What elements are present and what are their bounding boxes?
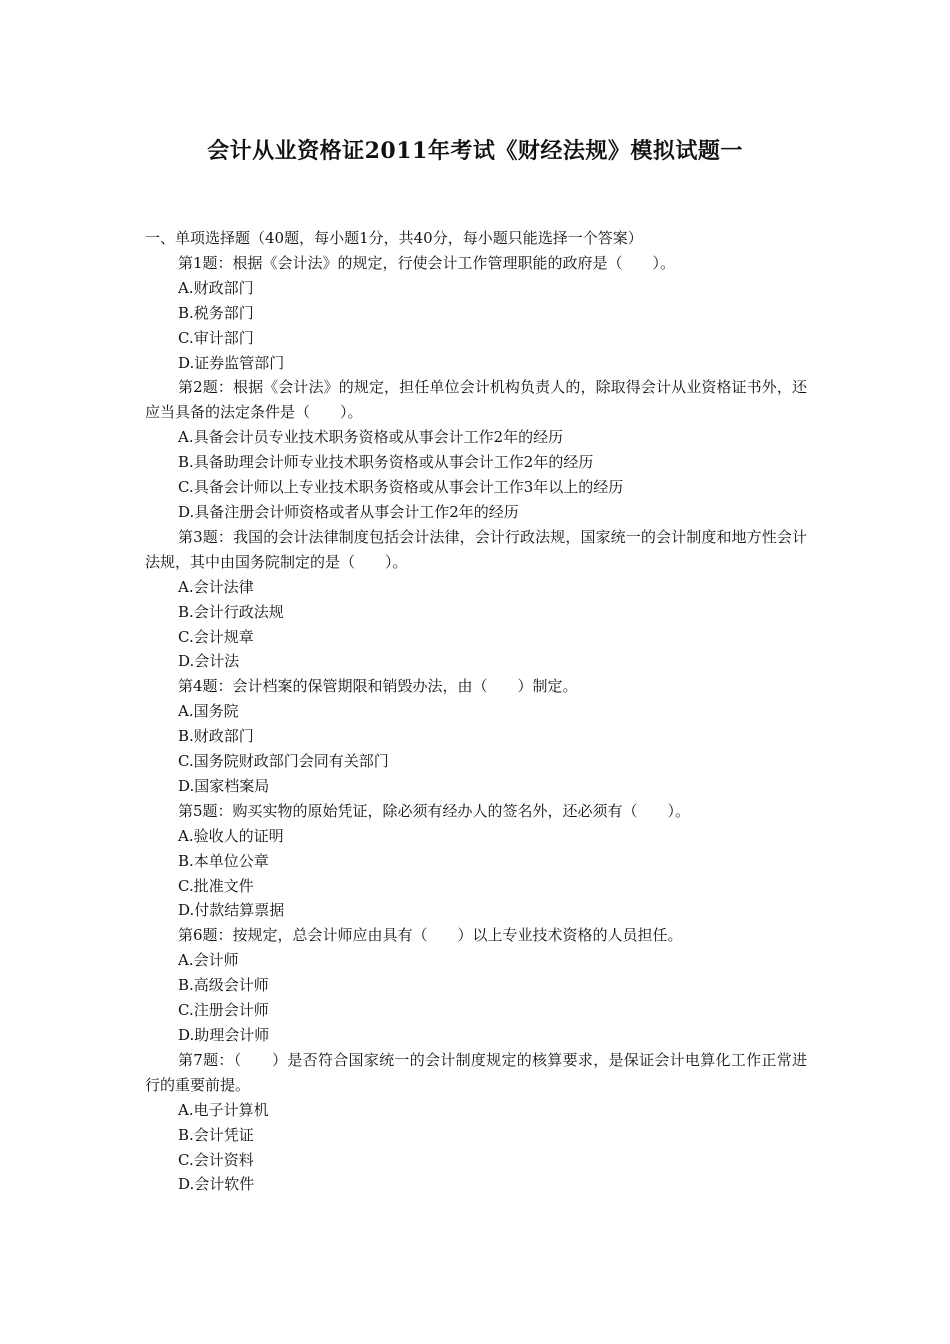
option-list [145,276,807,376]
document-title: 会计从业资格证2011年考试《财经法规》模拟试题一 [207,138,743,164]
option-b: B.会计行政法规 [178,602,284,621]
option-d: D.会计法 [178,652,240,671]
question-stem: 第6题：按规定，总会计师应由具有（ ）以上专业技术资格的人员担任。 [178,926,683,945]
option-list [145,425,807,525]
option-d: D.证券监管部门 [178,353,285,372]
question-6 [145,923,807,1048]
option-b: B.本单位公章 [178,851,269,870]
question-3 [145,525,807,674]
question-stem: 第3题：我国的会计法律制度包括会计法律，会计行政法规，国家统一的会计制度和地方性会计法规，其中由国务院制定的是（ ）。 [145,527,807,571]
option-c: C.批准文件 [178,876,254,895]
option-a: A.财政部门 [178,278,254,297]
option-b: B.高级会计师 [178,976,269,995]
section-heading: 一、单项选择题（40题，每小题1分，共40分，每小题只能选择一个答案） [145,229,643,247]
question-stem: 第4题：会计档案的保管期限和销毁办法，由（ ）制定。 [178,677,578,696]
option-d: D.国家档案局 [178,776,270,795]
option-b: B.会计凭证 [178,1125,254,1144]
option-c: C.具备会计师以上专业技术职务资格或从事会计工作3年以上的经历 [178,478,624,497]
option-b: B.税务部门 [178,303,254,322]
option-list [145,824,807,924]
option-list [145,1098,807,1198]
question-stem: 第2题：根据《会计法》的规定，担任单位会计机构负责人的，除取得会计从业资格证书外，还应当具备的法定条件是（ ）。 [145,378,807,422]
option-d: D.会计软件 [178,1175,255,1194]
option-c: C.会计规章 [178,627,254,646]
option-d: D.具备注册会计师资格或者从事会计工作2年的经历 [178,502,519,521]
option-list [145,948,807,1048]
question-1 [145,251,807,376]
option-c: C.注册会计师 [178,1001,269,1020]
question-7 [145,1048,807,1197]
option-d: D.付款结算票据 [178,901,285,920]
question-5 [145,799,807,924]
option-a: A.会计法律 [178,577,254,596]
option-d: D.助理会计师 [178,1026,270,1044]
question-stem: 第5题：购买实物的原始凭证，除必须有经办人的签名外，还必须有（ ）。 [178,801,691,820]
option-a: A.具备会计员专业技术职务资格或从事会计工作2年的经历 [178,428,564,447]
option-b: B.具备助理会计师专业技术职务资格或从事会计工作2年的经历 [178,453,594,472]
option-c: C.会计资料 [178,1150,254,1169]
option-c: C.审计部门 [178,328,254,347]
option-b: B.财政部门 [178,727,254,746]
question-stem: 第7题：（ ）是否符合国家统一的会计制度规定的核算要求，是保证会计电算化工作正常进行的重要前提。 [145,1050,807,1094]
document-body [145,226,807,1197]
option-a: A.验收人的证明 [178,826,284,845]
option-a: A.国务院 [178,702,239,721]
question-4 [145,674,807,799]
option-a: A.会计师 [178,951,239,970]
question-stem: 第1题：根据《会计法》的规定，行使会计工作管理职能的政府是（ ）。 [178,253,676,272]
option-a: A.电子计算机 [178,1100,269,1119]
option-list [145,699,807,799]
option-c: C.国务院财政部门会同有关部门 [178,752,389,771]
option-list [145,575,807,675]
question-2 [145,375,807,524]
